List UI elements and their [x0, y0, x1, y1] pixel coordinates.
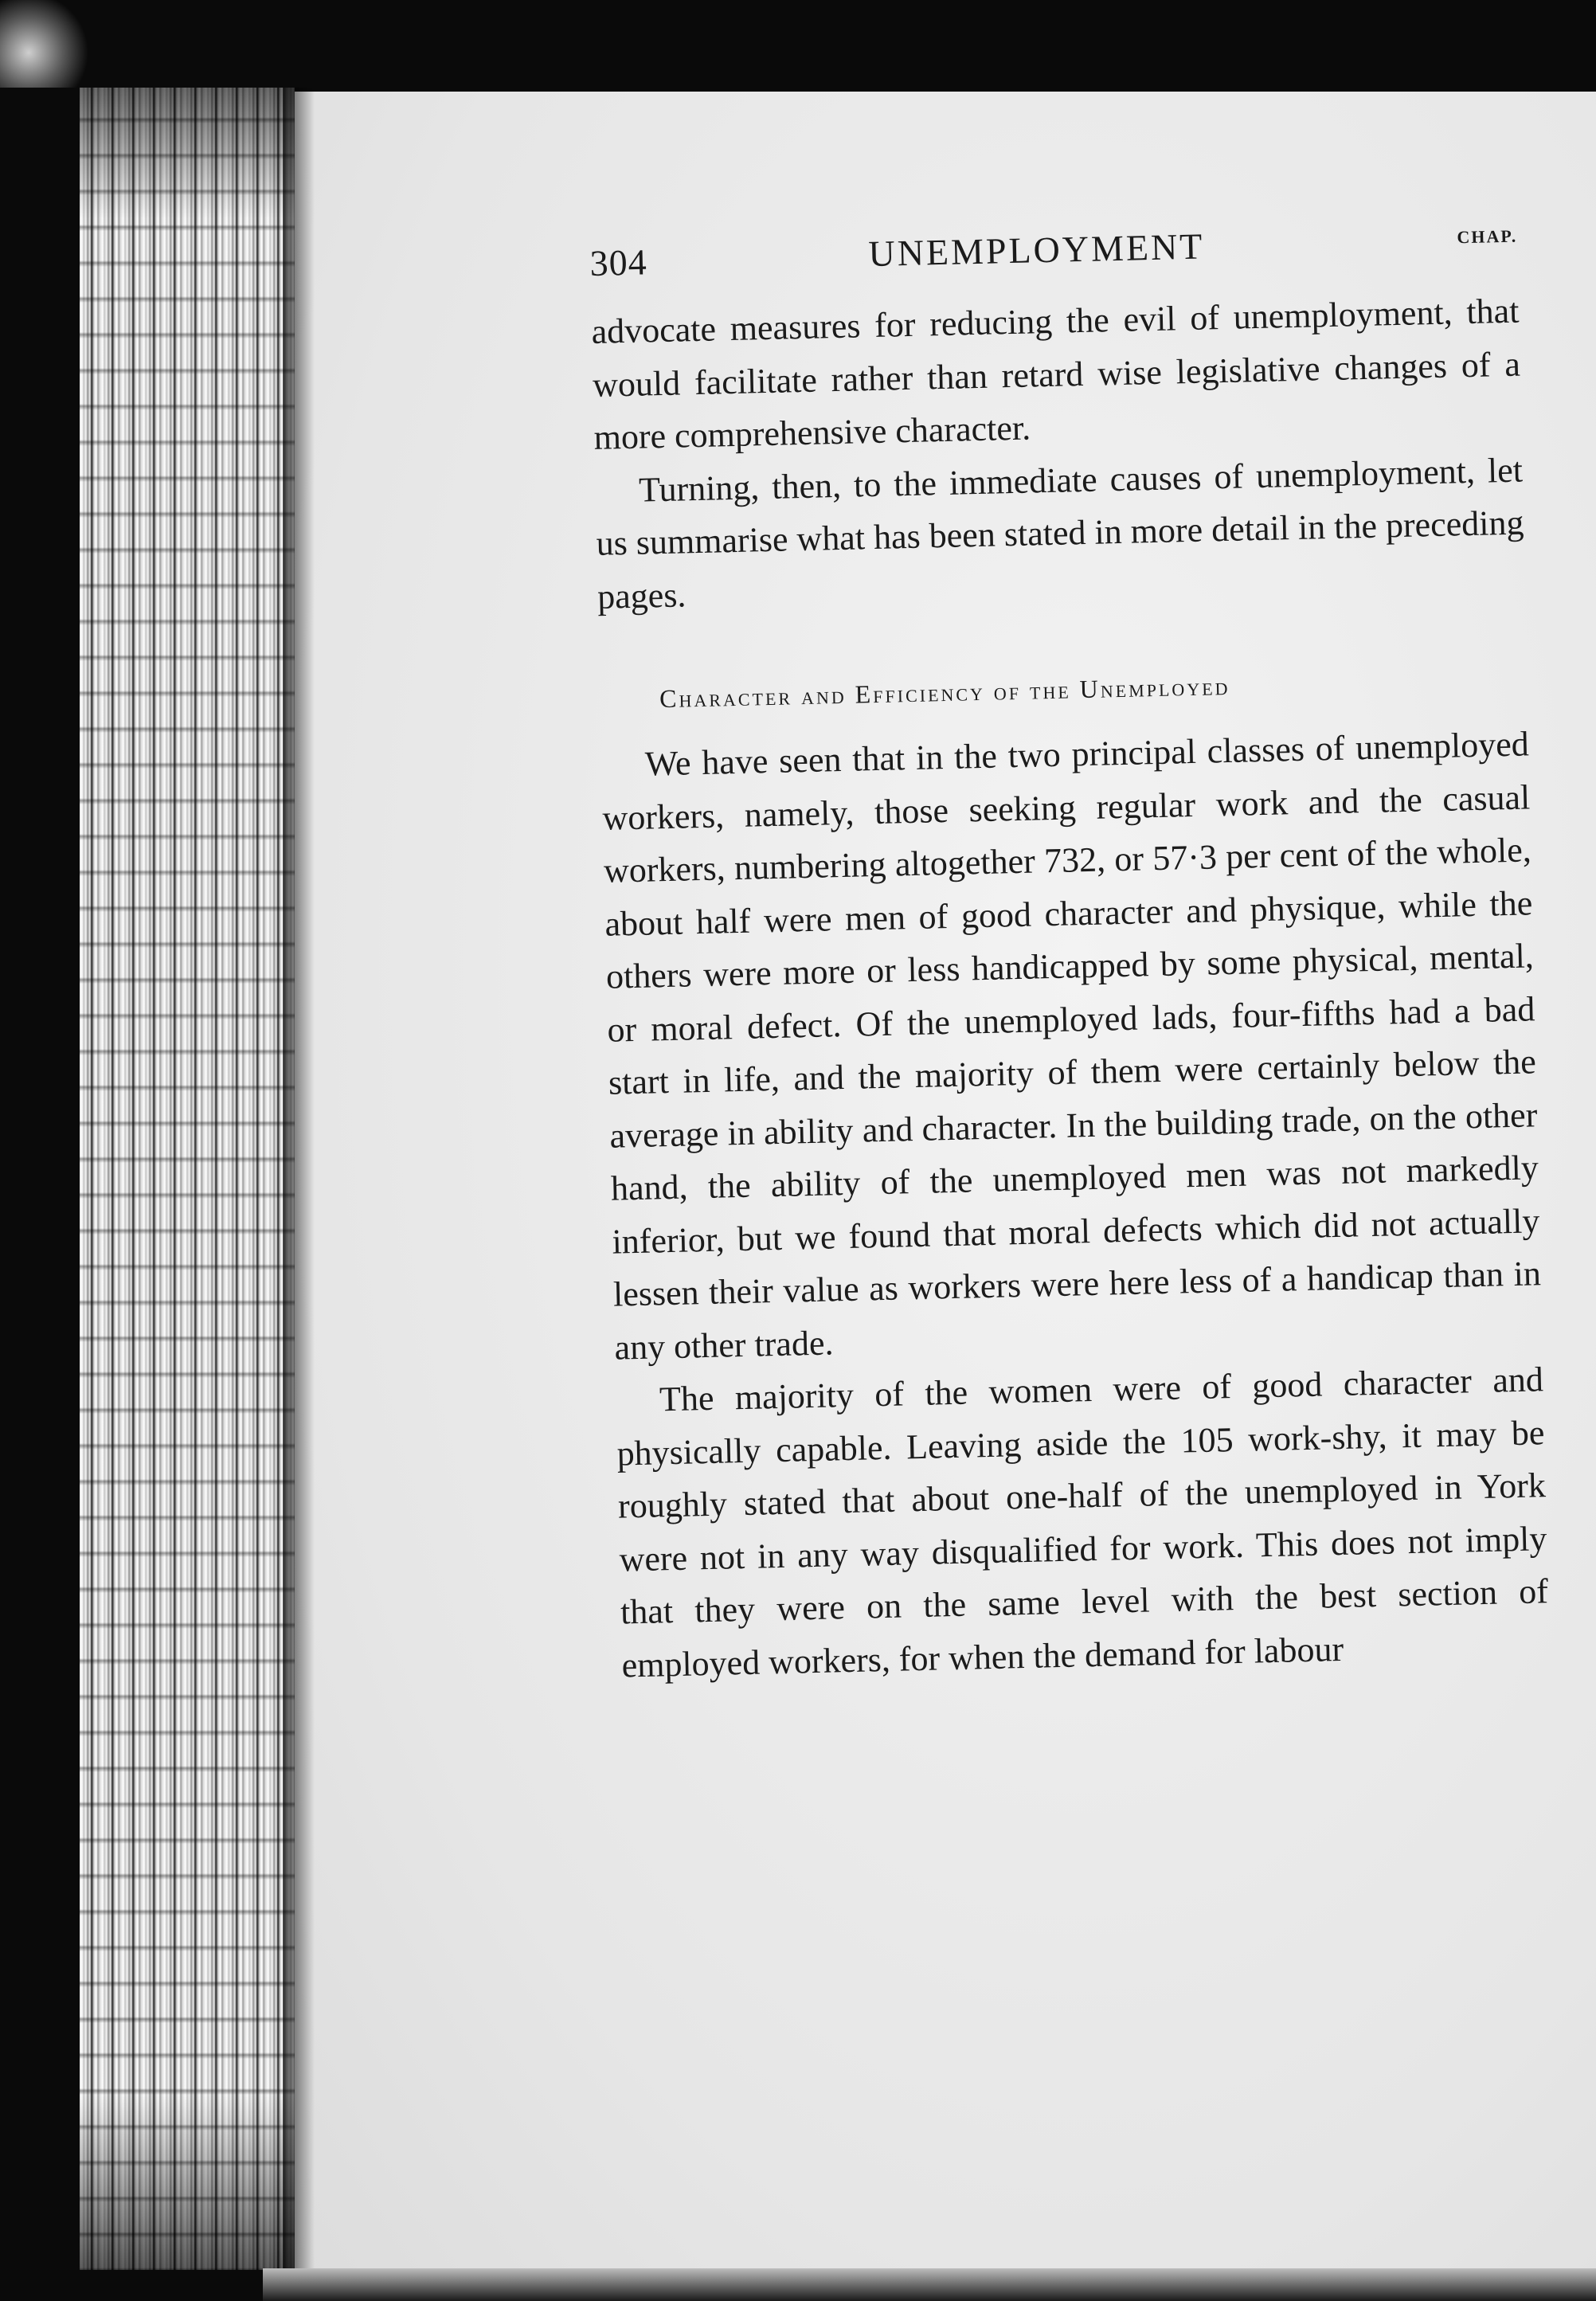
book-page-edges — [80, 88, 295, 2270]
page-bottom-edge — [263, 2268, 1596, 2301]
scan-artifact — [0, 0, 96, 88]
page-text-block — [589, 218, 1550, 1692]
paragraph: The majority of the women were of good character and physically capable. Leaving aside the 105 work-shy, it may be roughly stated that about one-half of the unemployed in York were not in any way disqualified for work. This does not imply that they were on the same level with the best section of employed workers, for when the demand for labour — [616, 1360, 1549, 1685]
paragraph: Turning, then, to the immediate causes of unemployment, let us summarise what has been stated in more detail in the preceding pages. — [596, 449, 1524, 616]
chapter-mark: CHAP. — [1457, 225, 1518, 248]
section-heading: Character and Efficiency of the Unemployed — [659, 671, 1230, 714]
paragraph: We have seen that in the two principal classes of unemployed workers, namely, those seeking regular work and the casual workers, numbering altogether 732, or 57·3 per cent of the whole, about half were men of good character and physique, while the others were more or less handicapped by some physical, mental, or moral defect. Of the unemployed lads, four-fifths had a bad start in life, and the majority of them were certainly below the average in ability and character. In the building trade, on the other hand, the ability of the unemployed men was not markedly inferior, but we found that moral defects which did not actually lessen their value as workers were here less of a handicap than in any other trade. — [601, 724, 1542, 1368]
page-number: 304 — [589, 241, 648, 284]
running-title: UNEMPLOYMENT — [867, 225, 1205, 275]
gutter-shadow — [283, 88, 315, 2270]
paragraph: advocate measures for reducing the evil of unemployment, that would facilitate rather than retard wise legislative changes of a more comprehensive character. — [591, 291, 1521, 457]
